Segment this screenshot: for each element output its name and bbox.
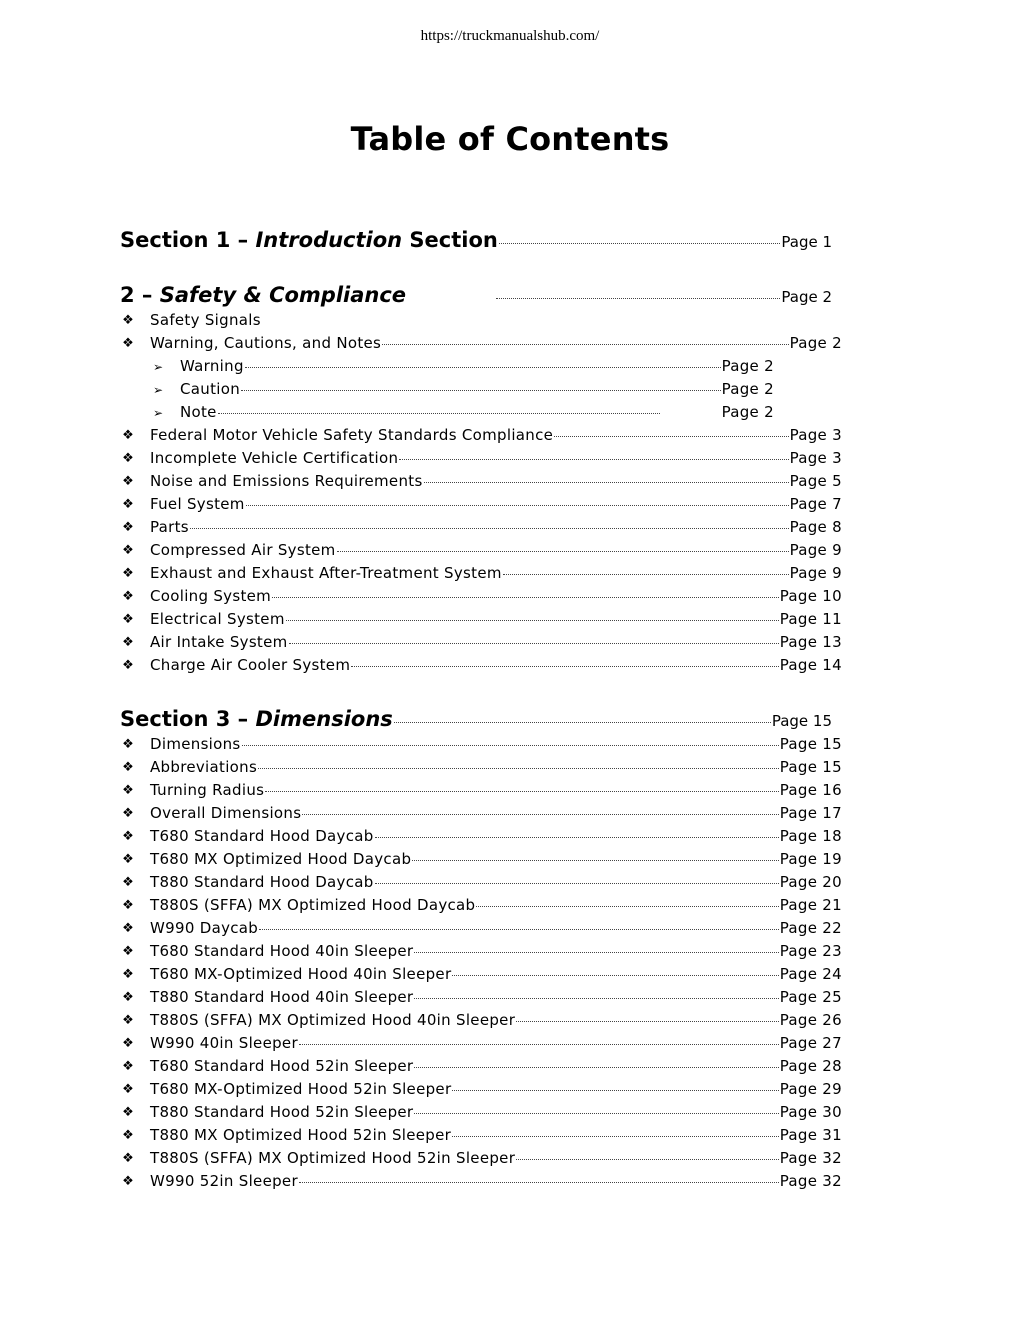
toc-entry-leader (476, 906, 778, 907)
toc-entry-page: Page 22 (779, 919, 842, 937)
toc-entry-label: Compressed Air System (150, 541, 336, 559)
toc-entry (150, 311, 842, 329)
section-heading-page: Page 2 (781, 288, 832, 306)
toc-entry-page: Page 16 (779, 781, 842, 799)
toc-entry (150, 587, 842, 605)
toc-entry-label: Warning, Cautions, and Notes (150, 334, 382, 352)
bullet-icon: ❖ (122, 543, 134, 558)
section-heading-label: Section 3 – Dimensions (120, 707, 393, 731)
toc-entry-page: Page 8 (789, 518, 842, 536)
section-heading-leader (499, 243, 781, 244)
toc-entry-leader (337, 551, 789, 552)
section-heading (120, 228, 832, 252)
toc-entry (150, 1172, 842, 1190)
toc-entry-label: W990 Daycab (150, 919, 259, 937)
section-heading-leader (496, 298, 780, 299)
toc-subentry-label: Note (180, 403, 217, 421)
toc-entry-leader (382, 344, 788, 345)
toc-subentry-label: Warning (180, 357, 244, 375)
toc-entry (150, 781, 842, 799)
section-heading-label: 2 – Safety & Compliance (120, 283, 407, 307)
toc-entry (150, 1149, 842, 1167)
toc-entry-leader (265, 791, 778, 792)
toc-entry-leader (414, 1113, 778, 1114)
bullet-icon: ❖ (122, 944, 134, 959)
toc-entry (150, 1011, 842, 1029)
bullet-icon: ❖ (122, 1128, 134, 1143)
bullet-icon: ❖ (122, 760, 134, 775)
toc-entry-page: Page 9 (789, 564, 842, 582)
toc-entry-page: Page 15 (779, 735, 842, 753)
bullet-icon: ❖ (122, 313, 134, 328)
toc-entry-label: Charge Air Cooler System (150, 656, 351, 674)
toc-entry (150, 873, 842, 891)
toc-entry-label: Fuel System (150, 495, 245, 513)
bullet-icon: ❖ (122, 1082, 134, 1097)
toc-entry-leader (259, 929, 779, 930)
bullet-icon: ❖ (122, 1059, 134, 1074)
bullet-icon: ❖ (122, 474, 134, 489)
toc-entry-label: Electrical System (150, 610, 285, 628)
toc-entry-page: Page 25 (779, 988, 842, 1006)
bullet-icon: ❖ (122, 1013, 134, 1028)
toc-entry (150, 334, 842, 352)
toc-entry-label: Cooling System (150, 587, 272, 605)
toc-entry-page: Page 19 (779, 850, 842, 868)
toc-entry-page: Page 28 (779, 1057, 842, 1075)
toc-entry-label: Noise and Emissions Requirements (150, 472, 423, 490)
toc-subentry-leader (245, 367, 721, 368)
toc-entry-label: T680 MX-Optimized Hood 40in Sleeper (150, 965, 452, 983)
toc-subentry-label: Caution (180, 380, 241, 398)
arrow-bullet-icon: ➢ (152, 383, 164, 397)
toc-entry-label: T680 Standard Hood Daycab (150, 827, 374, 845)
toc-entry-leader (299, 1182, 779, 1183)
toc-entry-page: Page 26 (779, 1011, 842, 1029)
toc-entry-label: Overall Dimensions (150, 804, 302, 822)
bullet-icon: ❖ (122, 967, 134, 982)
bullet-icon: ❖ (122, 612, 134, 627)
toc-entry-leader (258, 768, 779, 769)
toc-entry-leader (242, 745, 779, 746)
section-title-italic: Safety & Compliance (159, 283, 407, 307)
toc-entry-leader (516, 1159, 779, 1160)
source-url: https://truckmanualshub.com/ (420, 28, 600, 44)
toc-entry-page: Page 17 (779, 804, 842, 822)
section-heading-page: Page 1 (781, 233, 832, 251)
toc-entry-label: T680 Standard Hood 40in Sleeper (150, 942, 414, 960)
bullet-icon: ❖ (122, 898, 134, 913)
toc-entry-label: Exhaust and Exhaust After-Treatment System (150, 564, 502, 582)
toc-entry-label: W990 52in Sleeper (150, 1172, 298, 1190)
toc-entry-page: Page 13 (779, 633, 842, 651)
toc-entry-label: T680 MX-Optimized Hood 52in Sleeper (150, 1080, 452, 1098)
section-heading-leader (394, 722, 771, 723)
toc-entry-leader (414, 1067, 778, 1068)
section-heading (120, 707, 832, 731)
toc-entry-label: Dimensions (150, 735, 241, 753)
toc-entry (150, 449, 842, 467)
bullet-icon: ❖ (122, 658, 134, 673)
toc-entry-label: W990 40in Sleeper (150, 1034, 298, 1052)
bullet-icon: ❖ (122, 1105, 134, 1120)
toc-entry (150, 850, 842, 868)
toc-entry-page: Page 7 (789, 495, 842, 513)
toc-entry (150, 610, 842, 628)
toc-entry-leader (516, 1021, 779, 1022)
toc-entry (150, 518, 842, 536)
page-title: Table of Contents (350, 120, 670, 158)
bullet-icon: ❖ (122, 1036, 134, 1051)
toc-subentry-page: Page 2 (721, 380, 774, 398)
arrow-bullet-icon: ➢ (152, 406, 164, 420)
section-title-italic: Dimensions (255, 707, 393, 731)
toc-entry-page: Page 11 (779, 610, 842, 628)
toc-entry-leader (375, 883, 779, 884)
toc-entry-page: Page 20 (779, 873, 842, 891)
toc-entry-label: T680 MX Optimized Hood Daycab (150, 850, 412, 868)
toc-entry-leader (272, 597, 779, 598)
toc-entry-leader (289, 643, 779, 644)
toc-entry-leader (452, 1136, 779, 1137)
toc-subentry-leader (218, 413, 660, 414)
toc-entry-page: Page 24 (779, 965, 842, 983)
toc-entry (150, 942, 842, 960)
section-title-italic: Introduction (255, 228, 403, 252)
bullet-icon: ❖ (122, 1174, 134, 1189)
toc-entry (150, 1080, 842, 1098)
toc-subentry-page: Page 2 (721, 403, 774, 421)
toc-entry (150, 896, 842, 914)
toc-subentry (180, 403, 774, 421)
toc-entry-page: Page 18 (779, 827, 842, 845)
toc-entry-leader (414, 952, 778, 953)
toc-entry-label: T880S (SFFA) MX Optimized Hood 52in Sleeper (150, 1149, 516, 1167)
toc-entry-label: Air Intake System (150, 633, 288, 651)
toc-entry-page: Page 10 (779, 587, 842, 605)
toc-entry-page: Page 3 (789, 449, 842, 467)
bullet-icon: ❖ (122, 806, 134, 821)
toc-entry-page: Page 14 (779, 656, 842, 674)
bullet-icon: ❖ (122, 336, 134, 351)
toc-subentry-leader (241, 390, 721, 391)
toc-entry-leader (554, 436, 788, 437)
toc-entry-label: Incomplete Vehicle Certification (150, 449, 399, 467)
toc-entry-leader (424, 482, 789, 483)
toc-entry (150, 919, 842, 937)
toc-entry (150, 633, 842, 651)
toc-entry-page: Page 23 (779, 942, 842, 960)
bullet-icon: ❖ (122, 737, 134, 752)
toc-entry-page: Page 27 (779, 1034, 842, 1052)
toc-entry-label: Abbreviations (150, 758, 258, 776)
toc-entry-label: T880 MX Optimized Hood 52in Sleeper (150, 1126, 452, 1144)
toc-entry-label: Safety Signals (150, 311, 261, 329)
toc-entry (150, 1103, 842, 1121)
toc-entry-leader (452, 1090, 778, 1091)
toc-entry (150, 426, 842, 444)
toc-entry (150, 1126, 842, 1144)
toc-entry-leader (351, 666, 778, 667)
toc-entry (150, 541, 842, 559)
bullet-icon: ❖ (122, 990, 134, 1005)
bullet-icon: ❖ (122, 589, 134, 604)
bullet-icon: ❖ (122, 566, 134, 581)
bullet-icon: ❖ (122, 852, 134, 867)
toc-entry (150, 827, 842, 845)
toc-entry-label: T880 Standard Hood Daycab (150, 873, 374, 891)
toc-entry-page: Page 31 (779, 1126, 842, 1144)
toc-entry-leader (412, 860, 778, 861)
section-heading-page: Page 15 (771, 712, 832, 730)
toc-entry-label: T880 Standard Hood 40in Sleeper (150, 988, 414, 1006)
toc-entry (150, 1057, 842, 1075)
bullet-icon: ❖ (122, 875, 134, 890)
toc-entry-label: T880S (SFFA) MX Optimized Hood 40in Sleeper (150, 1011, 516, 1029)
toc-entry (150, 472, 842, 490)
toc-entry-page: Page 2 (789, 334, 842, 352)
toc-entry (150, 965, 842, 983)
toc-entry (150, 656, 842, 674)
toc-entry-leader (299, 1044, 779, 1045)
toc-entry-leader (375, 837, 779, 838)
toc-entry-leader (503, 574, 789, 575)
toc-entry (150, 988, 842, 1006)
toc-subentry (180, 380, 774, 398)
toc-entry-page: Page 3 (789, 426, 842, 444)
toc-entry-page: Page 32 (779, 1149, 842, 1167)
bullet-icon: ❖ (122, 783, 134, 798)
toc-entry-leader (246, 505, 789, 506)
bullet-icon: ❖ (122, 497, 134, 512)
bullet-icon: ❖ (122, 428, 134, 443)
toc-entry (150, 735, 842, 753)
section-heading-label: Section 1 – Introduction Section (120, 228, 498, 252)
toc-entry-label: T880 Standard Hood 52in Sleeper (150, 1103, 414, 1121)
toc-entry (150, 758, 842, 776)
toc-entry (150, 804, 842, 822)
section-heading (120, 283, 832, 307)
toc-entry-page: Page 21 (779, 896, 842, 914)
toc-entry (150, 564, 842, 582)
toc-entry-leader (190, 528, 789, 529)
bullet-icon: ❖ (122, 520, 134, 535)
toc-entry-leader (302, 814, 778, 815)
bullet-icon: ❖ (122, 829, 134, 844)
toc-entry-page: Page 5 (789, 472, 842, 490)
toc-entry (150, 495, 842, 513)
toc-entry-label: T680 Standard Hood 52in Sleeper (150, 1057, 414, 1075)
toc-entry-leader (452, 975, 778, 976)
arrow-bullet-icon: ➢ (152, 360, 164, 374)
toc-subentry-page: Page 2 (721, 357, 774, 375)
toc-entry-page: Page 29 (779, 1080, 842, 1098)
bullet-icon: ❖ (122, 635, 134, 650)
bullet-icon: ❖ (122, 1151, 134, 1166)
toc-entry-label: T880S (SFFA) MX Optimized Hood Daycab (150, 896, 476, 914)
toc-entry-label: Turning Radius (150, 781, 265, 799)
toc-entry (150, 1034, 842, 1052)
toc-entry-leader (414, 998, 778, 999)
bullet-icon: ❖ (122, 451, 134, 466)
toc-entry-page: Page 30 (779, 1103, 842, 1121)
toc-entry-page: Page 9 (789, 541, 842, 559)
toc-entry-page: Page 15 (779, 758, 842, 776)
toc-entry-label: Parts (150, 518, 189, 536)
toc-subentry (180, 357, 774, 375)
toc-entry-label: Federal Motor Vehicle Safety Standards Compliance (150, 426, 554, 444)
toc-entry-page: Page 32 (779, 1172, 842, 1190)
toc-entry-leader (399, 459, 788, 460)
bullet-icon: ❖ (122, 921, 134, 936)
toc-entry-leader (286, 620, 779, 621)
